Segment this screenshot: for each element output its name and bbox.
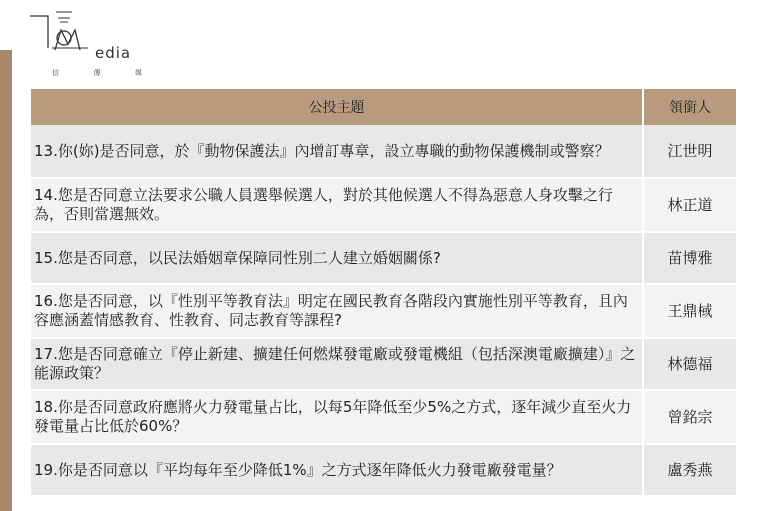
header-leader: 領銜人 [643,89,736,125]
table-row [31,232,736,284]
table-row [31,444,736,496]
logo-sub-char: 信 [52,69,59,77]
topic-cell: 18.你是否同意政府應將火力發電量占比，以每5年降低至少5%之方式，逐年減少直至火力發電量占比低於60%？ [31,390,643,444]
table-row [31,284,736,338]
leader-cell: 盧秀燕 [643,444,736,496]
leader-cell: 林德福 [643,338,736,390]
table-row [31,390,736,444]
topic-cell: 19.你是否同意以『平均每年至少降低1%』之方式逐年降低火力發電廠發電量？ [31,444,643,496]
topic-cell: 16.您是否同意，以『性別平等教育法』明定在國民教育各階段內實施性別平等教育，且內容應涵蓋情感教育、性教育、同志教育等課程? [31,284,643,338]
topic-cell: 15.您是否同意，以民法婚姻章保障同性別二人建立婚姻關係? [31,232,643,284]
logo-subtitle [52,68,142,78]
table-row [31,338,736,390]
topic-cell: 17.您是否同意確立『停止新建、擴建任何燃煤發電廠或發電機組（包括深澳電廠擴建）』之能源政策？ [31,338,643,390]
topic-cell: 14.您是否同意立法要求公職人員選舉候選人，對於其他候選人不得為惡意人身攻擊之行為，否則當選無效。 [31,178,643,232]
table-row [31,125,736,178]
table-header-row [31,89,736,125]
logo [28,10,148,77]
leader-cell: 林正道 [643,178,736,232]
leader-cell: 苗博雅 [643,232,736,284]
referendum-table [31,89,736,497]
leader-cell: 曾銘宗 [643,390,736,444]
leader-cell: 江世明 [643,125,736,178]
side-accent-bar [0,50,12,511]
header-topic: 公投主題 [31,89,643,125]
topic-cell: 13.你(妳)是否同意，於『動物保護法』內增訂專章，設立專職的動物保護機制或警察？ [31,125,643,178]
table-row [31,178,736,232]
leader-cell: 王鼎棫 [643,284,736,338]
logo-sub-char: 媒 [135,69,142,77]
logo-sub-char: 傳 [93,69,101,77]
logo-mark-icon [28,10,98,60]
logo-wordmark: edia [95,44,132,62]
